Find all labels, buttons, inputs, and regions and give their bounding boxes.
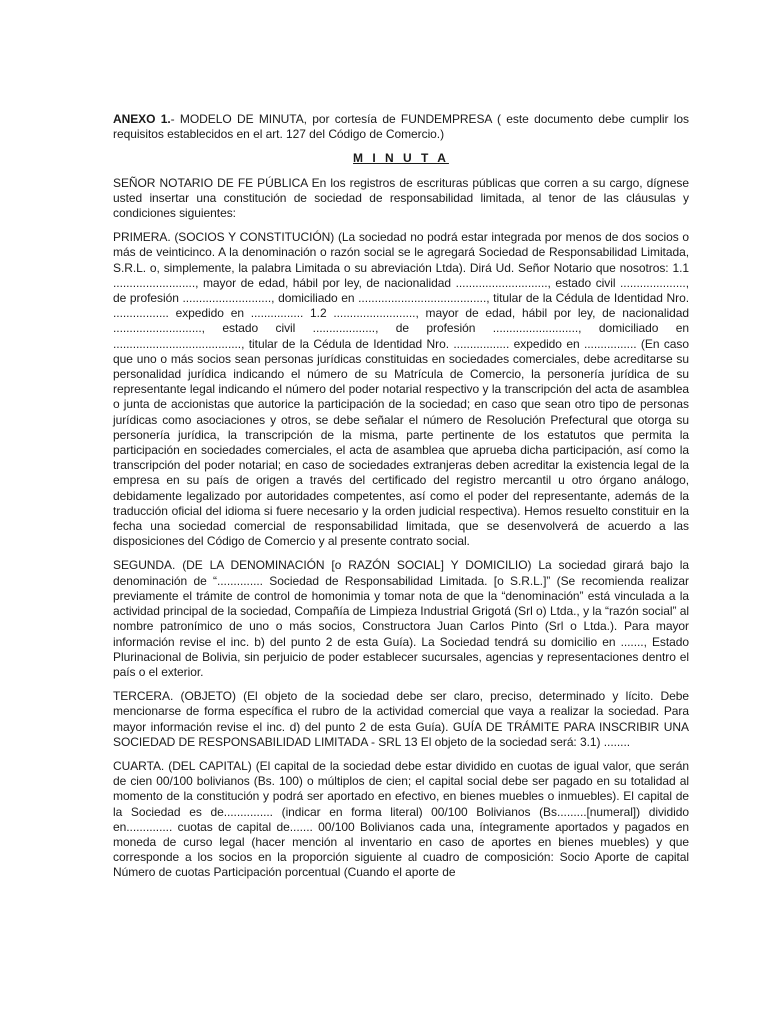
paragraph-primera: PRIMERA. (SOCIOS Y CONSTITUCIÓN) (La sociedad no podrá estar integrada por menos de dos socios o más de veinticinco. A la denominación o razón social se le agregará Sociedad de Responsabilidad Limitada, S.R.L. o, simplemente, la palabra Limitada o su abreviación Ltda). Dirá Ud. Señor Notario que nosotros: 1.1 ........................., mayor de edad, hábil por ley, de nacionalidad ............................, estado civil ...................., de profesión ..........................., domiciliado en ......................................., titular de la Cédula de Identidad Nro. ................. expedido en ................ 1.2 ........................., mayor de edad, hábil por ley, de nacionalidad ..........................., estado civil ..................., de profesión .........................., domiciliado en ......................................., titular de la Cédula de Identidad Nro. ................. expedido en ................ (En caso que uno o más socios sean personas jurídicas constituidas en sociedades comerciales, debe acreditarse su personalidad jurídica indicando el número de su Matrícula de Comercio, la personería jurídica de su representante legal indicando el número del poder notarial respectivo y la transcripción del acta de asamblea o junta de accionistas que autorice la participación de la sociedad; en caso que sean otro tipo de personas jurídicas como asociaciones y otros, se debe señalar el número de Resolución Prefectural que otorga su personería jurídica, la transcripción de la misma, parte pertinente de los estatutos que permita la participación en sociedades comerciales, el acta de asamblea que aprueba dicha participación, así como la transcripción del poder notarial; en caso de sociedades extranjeras deben acreditar la existencia legal de la empresa en su país de origen a través del certificado del registro mercantil u otro órgano análogo, debidamente legalizado por autoridades competentes, así como el poder del representante, además de la traducción oficial del idioma si fuere necesario y la orden judicial respectiva). Hemos resuelto constituir en la fecha una sociedad comercial de responsabilidad limitada, que se desenvolverá de acuerdo a las disposiciones del Código de Comercio y al presente contrato social. bbox=[113, 230, 689, 549]
paragraph-segunda: SEGUNDA. (DE LA DENOMINACIÓN [o RAZÓN SOCIAL] Y DOMICILIO) La sociedad girará bajo la denominación de “.............. Sociedad de Responsabilidad Limitada. [o S.R.L.]” (Se recomienda realizar previamente el trámite de control de homonimia y tomar nota de que la “denominación” está vinculada a la actividad principal de la sociedad, Compañía de Limpieza Industrial Grigotá (Srl o) Ltda., y la “razón social” al nombre patronímico de uno o más socios, Constructora Juan Carlos Pinto (Srl o Ltda.). Para mayor información revise el inc. b) del punto 2 de esta Guía). La Sociedad tendrá su domicilio en ......., Estado Plurinacional de Bolivia, sin perjuicio de poder establecer sucursales, agencias y representaciones dentro el país o el exterior. bbox=[113, 558, 689, 679]
paragraph-preamble: SEÑOR NOTARIO DE FE PÚBLICA En los registros de escrituras públicas que corren a su cargo, dígnese usted insertar una constitución de sociedad de responsabilidad limitada, al tenor de las cláusulas y condiciones siguientes: bbox=[113, 175, 689, 221]
paragraph-tercera: TERCERA. (OBJETO) (El objeto de la sociedad debe ser claro, preciso, determinado y lícito. Debe mencionarse de forma específica el rubro de la actividad comercial que vaya a realizar la sociedad. Para mayor información revise el inc. d) del punto 2 de esta Guía). GUÍA DE TRÁMITE PARA INSCRIBIR UNA SOCIEDAD DE RESPONSABILIDAD LIMITADA - SRL 13 El objeto de la sociedad será: 3.1) ........ bbox=[113, 689, 689, 749]
paragraph-cuarta: CUARTA. (DEL CAPITAL) (El capital de la sociedad debe estar dividido en cuotas de igual valor, que serán de cien 00/100 bolivianos (Bs. 100) o múltiplos de cien; el capital social debe ser pagado en su totalidad al momento de la constitución y podrá ser aportado en efectivo, en bienes muebles o inmuebles). El capital de la Sociedad es de............... (indicar en forma literal) 00/100 Bolivianos (Bs.........[numeral]) dividido en.............. cuotas de capital de....... 00/100 Bolivianos cada una, íntegramente aportados y pagados en moneda de curso legal (hacer mención al inventario en caso de aportes en bienes muebles) y que corresponde a los socios en la proporción siguiente al cuadro de composición: Socio Aporte de capital Número de cuotas Participación porcentual (Cuando el aporte de bbox=[113, 758, 689, 880]
annex-heading bbox=[113, 112, 689, 142]
annex-label: ANEXO 1. bbox=[113, 112, 171, 126]
document-title: M I N U T A bbox=[353, 151, 449, 166]
annex-description: - MODELO DE MINUTA, por cortesía de FUNDEMPRESA ( este documento debe cumplir los requisitos establecidos en el art. 127 del Código de Comercio.) bbox=[113, 112, 689, 142]
document-page bbox=[113, 112, 689, 890]
